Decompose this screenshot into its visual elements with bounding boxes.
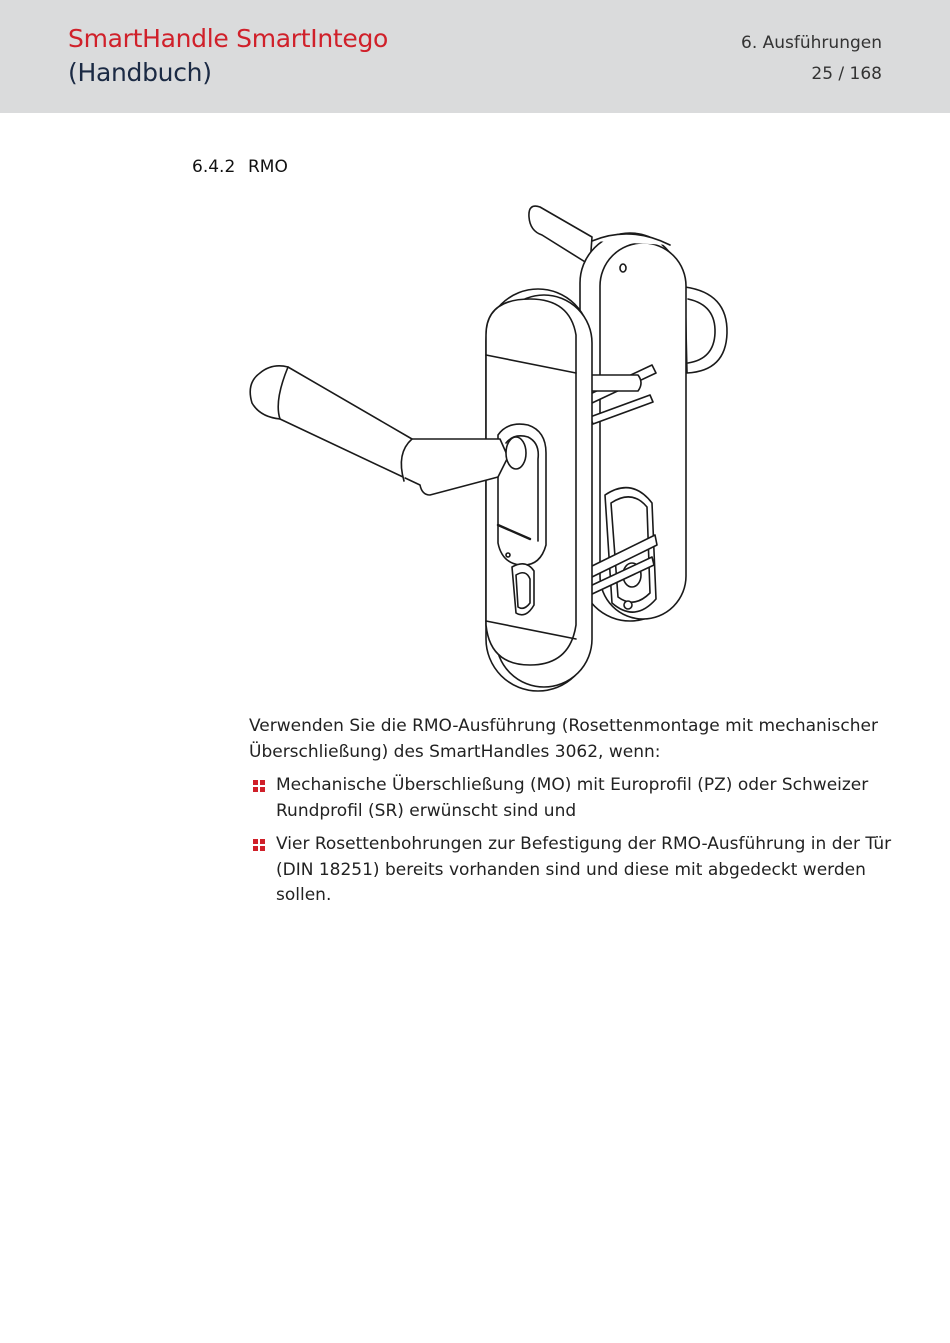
chapter-info [741, 28, 882, 90]
section-number: 6.4.2 [192, 157, 236, 177]
red-square-bullet-icon [253, 780, 265, 792]
document-title-line2: (Handbuch) [68, 58, 212, 87]
list-item-text: Mechanische Überschließung (MO) mit Europrofil (PZ) oder Schweizer Rundprofil (SR) erwünscht sind und [276, 775, 869, 821]
document-title-line1: SmartHandle SmartIntego [68, 24, 389, 53]
section-heading [192, 157, 288, 177]
page-number: 25 / 168 [811, 64, 882, 84]
list-item [249, 773, 899, 824]
list-item-text: Vier Rosettenbohrungen zur Befestigung der RMO-Ausführung in der Tür (DIN 18251) bereits vorhanden sind und diese mit abgedeckt werden sollen. [276, 834, 892, 905]
door-handle-illustration [240, 195, 740, 700]
chapter-title: 6. Ausführungen [741, 33, 882, 53]
body-text [249, 714, 899, 917]
page-header [0, 0, 950, 113]
requirements-list [249, 773, 899, 909]
red-square-bullet-icon [253, 839, 265, 851]
section-title: RMO [248, 157, 288, 177]
list-item [249, 832, 899, 909]
intro-paragraph: Verwenden Sie die RMO-Ausführung (Rosettenmontage mit mechanischer Überschließung) des SmartHandles 3062, wenn: [249, 716, 878, 762]
document-title [68, 22, 388, 90]
